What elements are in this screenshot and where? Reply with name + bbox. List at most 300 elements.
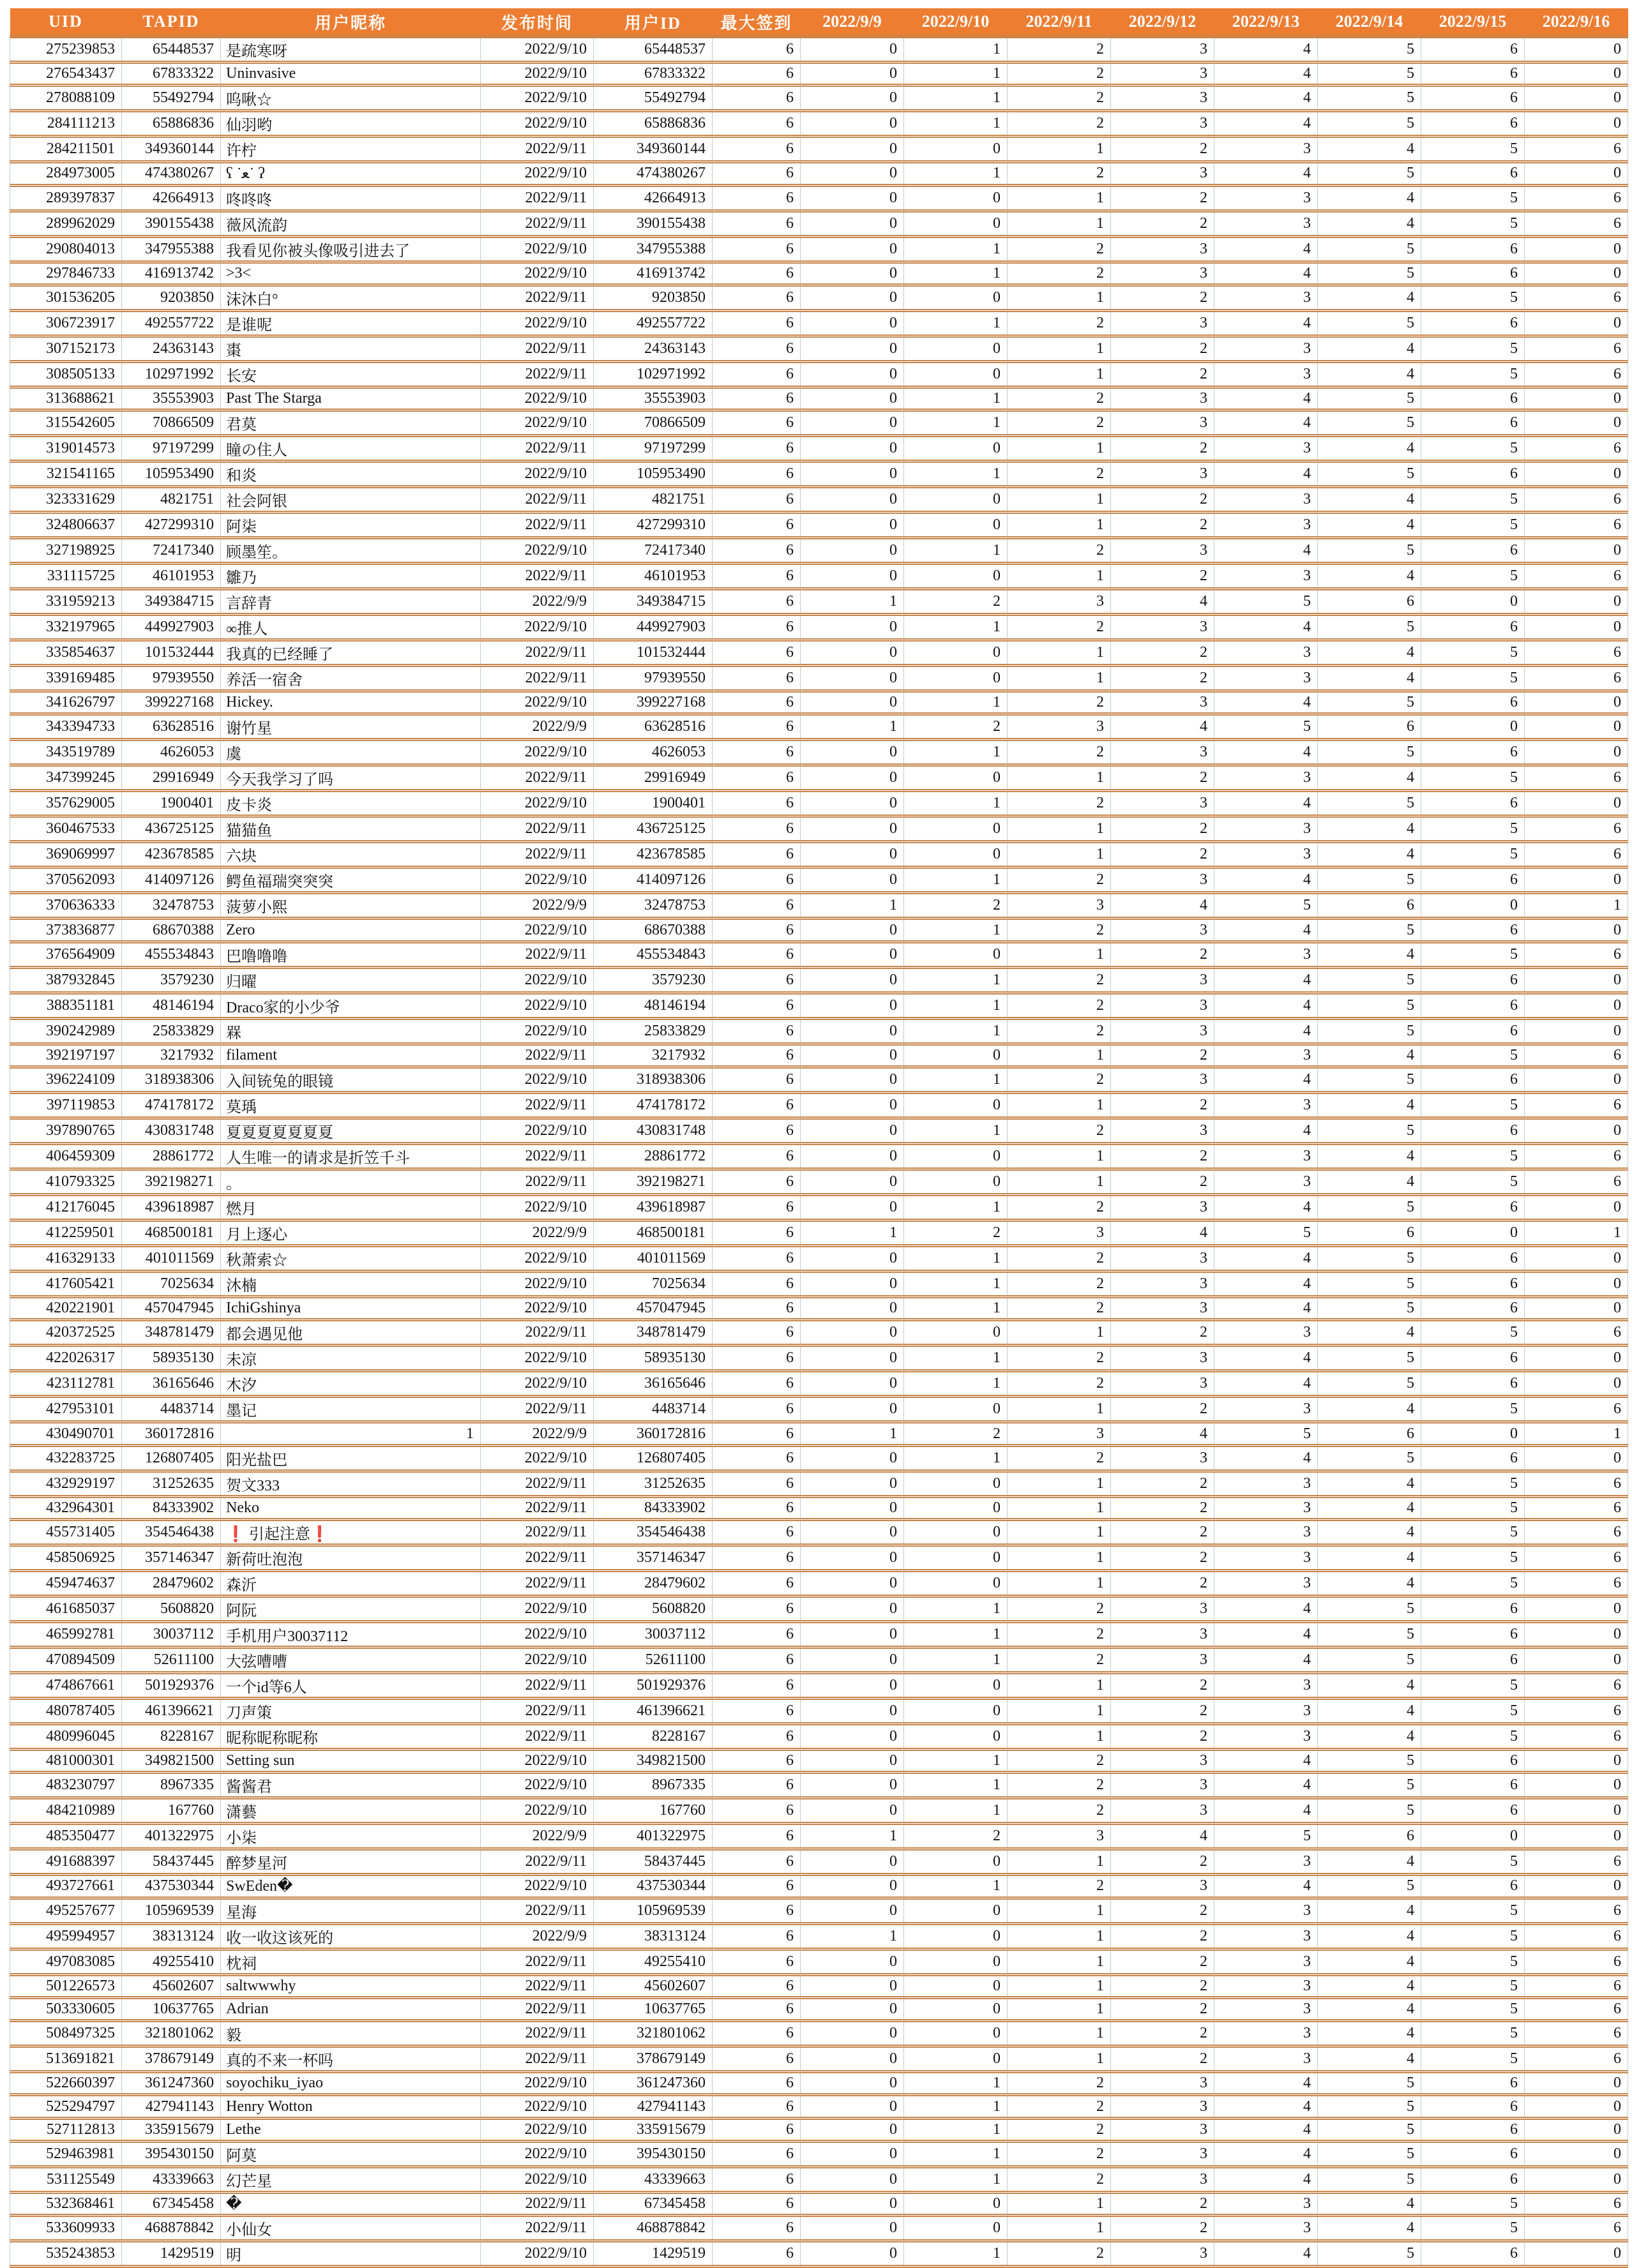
cell-daily-2022-9-14[interactable]: 4 — [1318, 1169, 1421, 1195]
cell-daily-2022-9-14[interactable]: 4 — [1318, 1397, 1421, 1422]
cell-max-checkin[interactable]: 6 — [713, 2072, 801, 2095]
cell-uid[interactable]: 341626797 — [10, 691, 122, 714]
cell-nickname[interactable]: 阿柒 — [221, 513, 481, 538]
cell-user-id[interactable]: 347955388 — [594, 236, 713, 262]
cell-daily-2022-9-15[interactable]: 5 — [1421, 185, 1525, 211]
cell-daily-2022-9-10[interactable]: 2 — [904, 714, 1008, 740]
cell-daily-2022-9-9[interactable]: 0 — [801, 765, 904, 791]
cell-published[interactable]: 2022/9/10 — [481, 462, 594, 487]
cell-published[interactable]: 2022/9/11 — [481, 1672, 594, 1698]
cell-tapid[interactable]: 349384715 — [122, 589, 221, 615]
cell-max-checkin[interactable]: 6 — [713, 1272, 801, 1297]
cell-daily-2022-9-16[interactable]: 0 — [1525, 1875, 1628, 1898]
cell-uid[interactable]: 376564909 — [10, 942, 122, 967]
cell-daily-2022-9-14[interactable]: 4 — [1318, 2216, 1421, 2241]
cell-daily-2022-9-11[interactable]: 3 — [1008, 893, 1111, 919]
cell-uid[interactable]: 417605421 — [10, 1272, 122, 1297]
cell-nickname[interactable]: 六块 — [221, 842, 481, 867]
cell-daily-2022-9-14[interactable]: 5 — [1318, 919, 1421, 942]
cell-uid[interactable]: 461685037 — [10, 1596, 122, 1621]
cell-published[interactable]: 2022/9/11 — [481, 185, 594, 211]
cell-daily-2022-9-13[interactable]: 4 — [1214, 2241, 1318, 2267]
cell-uid[interactable]: 357629005 — [10, 791, 122, 816]
cell-daily-2022-9-14[interactable]: 5 — [1318, 993, 1421, 1018]
cell-daily-2022-9-11[interactable]: 2 — [1008, 2142, 1111, 2167]
cell-daily-2022-9-9[interactable]: 0 — [801, 1875, 904, 1898]
cell-max-checkin[interactable]: 6 — [713, 893, 801, 919]
cell-uid[interactable]: 533609933 — [10, 2216, 122, 2241]
cell-nickname[interactable]: 秋萧索☆ — [221, 1246, 481, 1272]
cell-nickname[interactable]: 菠萝小熙 — [221, 893, 481, 919]
cell-nickname[interactable]: 言辞青 — [221, 589, 481, 615]
cell-user-id[interactable]: 468878842 — [594, 2216, 713, 2241]
cell-daily-2022-9-12[interactable]: 4 — [1111, 893, 1214, 919]
cell-uid[interactable]: 406459309 — [10, 1144, 122, 1169]
cell-published[interactable]: 2022/9/9 — [481, 893, 594, 919]
cell-published[interactable]: 2022/9/11 — [481, 765, 594, 791]
cell-uid[interactable]: 430490701 — [10, 1422, 122, 1445]
cell-daily-2022-9-9[interactable]: 0 — [801, 1749, 904, 1772]
cell-daily-2022-9-16[interactable]: 0 — [1525, 867, 1628, 893]
cell-daily-2022-9-9[interactable]: 0 — [801, 816, 904, 842]
cell-published[interactable]: 2022/9/10 — [481, 1371, 594, 1397]
cell-nickname[interactable]: 我真的已经睡了 — [221, 640, 481, 666]
cell-daily-2022-9-15[interactable]: 5 — [1421, 842, 1525, 867]
cell-nickname[interactable]: 醉梦星河 — [221, 1849, 481, 1875]
cell-published[interactable]: 2022/9/11 — [481, 2216, 594, 2241]
cell-tapid[interactable]: 423678585 — [122, 842, 221, 867]
cell-daily-2022-9-15[interactable]: 6 — [1421, 740, 1525, 765]
cell-published[interactable]: 2022/9/9 — [481, 589, 594, 615]
cell-daily-2022-9-13[interactable]: 5 — [1214, 1824, 1318, 1849]
cell-published[interactable]: 2022/9/10 — [481, 236, 594, 262]
cell-nickname[interactable]: ʕ ˙ﻌ˙ ʔ — [221, 162, 481, 185]
cell-daily-2022-9-13[interactable]: 4 — [1214, 1018, 1318, 1044]
cell-user-id[interactable]: 437530344 — [594, 1875, 713, 1898]
cell-uid[interactable]: 412176045 — [10, 1195, 122, 1220]
cell-uid[interactable]: 369069997 — [10, 842, 122, 867]
cell-daily-2022-9-14[interactable]: 4 — [1318, 1471, 1421, 1496]
cell-daily-2022-9-10[interactable]: 1 — [904, 410, 1008, 436]
cell-daily-2022-9-14[interactable]: 5 — [1318, 410, 1421, 436]
cell-daily-2022-9-9[interactable]: 0 — [801, 236, 904, 262]
cell-daily-2022-9-12[interactable]: 3 — [1111, 1596, 1214, 1621]
cell-max-checkin[interactable]: 6 — [713, 942, 801, 967]
cell-nickname[interactable]: 我看见你被头像吸引进去了 — [221, 236, 481, 262]
cell-published[interactable]: 2022/9/10 — [481, 2167, 594, 2193]
cell-daily-2022-9-11[interactable]: 1 — [1008, 436, 1111, 462]
cell-daily-2022-9-11[interactable]: 1 — [1008, 1044, 1111, 1067]
cell-uid[interactable]: 474867661 — [10, 1672, 122, 1698]
cell-max-checkin[interactable]: 6 — [713, 740, 801, 765]
cell-uid[interactable]: 315542605 — [10, 410, 122, 436]
cell-daily-2022-9-16[interactable]: 6 — [1525, 285, 1628, 310]
cell-daily-2022-9-16[interactable]: 0 — [1525, 1773, 1628, 1798]
cell-user-id[interactable]: 167760 — [594, 1798, 713, 1824]
cell-daily-2022-9-16[interactable]: 0 — [1525, 1272, 1628, 1297]
cell-nickname[interactable]: Setting sun — [221, 1749, 481, 1772]
cell-max-checkin[interactable]: 6 — [713, 1320, 801, 1346]
cell-uid[interactable]: 396224109 — [10, 1067, 122, 1093]
cell-daily-2022-9-14[interactable]: 5 — [1318, 236, 1421, 262]
cell-tapid[interactable]: 46101953 — [122, 564, 221, 589]
cell-nickname[interactable]: 阳光盐巴 — [221, 1445, 481, 1471]
cell-uid[interactable]: 485350477 — [10, 1824, 122, 1849]
cell-daily-2022-9-11[interactable]: 1 — [1008, 1545, 1111, 1570]
cell-uid[interactable]: 503330605 — [10, 1997, 122, 2020]
cell-daily-2022-9-14[interactable]: 4 — [1318, 1974, 1421, 1997]
cell-daily-2022-9-10[interactable]: 0 — [904, 1519, 1008, 1545]
cell-daily-2022-9-15[interactable]: 0 — [1421, 1422, 1525, 1445]
cell-daily-2022-9-13[interactable]: 4 — [1214, 2142, 1318, 2167]
cell-uid[interactable]: 321541165 — [10, 462, 122, 487]
cell-daily-2022-9-13[interactable]: 4 — [1214, 37, 1318, 63]
cell-daily-2022-9-10[interactable]: 2 — [904, 1824, 1008, 1849]
cell-published[interactable]: 2022/9/11 — [481, 1898, 594, 1923]
cell-daily-2022-9-12[interactable]: 3 — [1111, 111, 1214, 137]
cell-daily-2022-9-11[interactable]: 1 — [1008, 211, 1111, 236]
cell-user-id[interactable]: 55492794 — [594, 86, 713, 111]
cell-daily-2022-9-11[interactable]: 2 — [1008, 262, 1111, 285]
cell-daily-2022-9-11[interactable]: 1 — [1008, 336, 1111, 361]
cell-daily-2022-9-9[interactable]: 0 — [801, 262, 904, 285]
cell-daily-2022-9-14[interactable]: 5 — [1318, 63, 1421, 86]
cell-daily-2022-9-12[interactable]: 3 — [1111, 1621, 1214, 1647]
cell-daily-2022-9-16[interactable]: 0 — [1525, 1371, 1628, 1397]
cell-daily-2022-9-10[interactable]: 1 — [904, 1118, 1008, 1144]
cell-daily-2022-9-9[interactable]: 0 — [801, 137, 904, 162]
cell-daily-2022-9-14[interactable]: 5 — [1318, 1067, 1421, 1093]
cell-tapid[interactable]: 321801062 — [122, 2021, 221, 2046]
cell-user-id[interactable]: 28479602 — [594, 1570, 713, 1596]
cell-daily-2022-9-16[interactable]: 6 — [1525, 1849, 1628, 1875]
cell-daily-2022-9-16[interactable]: 0 — [1525, 236, 1628, 262]
cell-uid[interactable]: 527112813 — [10, 2118, 122, 2141]
cell-daily-2022-9-12[interactable]: 3 — [1111, 867, 1214, 893]
cell-daily-2022-9-16[interactable]: 6 — [1525, 1672, 1628, 1698]
cell-daily-2022-9-12[interactable]: 2 — [1111, 1949, 1214, 1974]
cell-user-id[interactable]: 52611100 — [594, 1647, 713, 1672]
cell-uid[interactable]: 387932845 — [10, 967, 122, 993]
cell-daily-2022-9-15[interactable]: 5 — [1421, 211, 1525, 236]
cell-daily-2022-9-9[interactable]: 0 — [801, 2193, 904, 2216]
cell-daily-2022-9-13[interactable]: 5 — [1214, 714, 1318, 740]
cell-max-checkin[interactable]: 6 — [713, 111, 801, 137]
cell-daily-2022-9-12[interactable]: 3 — [1111, 310, 1214, 336]
cell-daily-2022-9-10[interactable]: 0 — [904, 842, 1008, 867]
cell-daily-2022-9-13[interactable]: 4 — [1214, 2095, 1318, 2118]
cell-daily-2022-9-10[interactable]: 1 — [904, 1773, 1008, 1798]
cell-tapid[interactable]: 25833829 — [122, 1018, 221, 1044]
cell-daily-2022-9-14[interactable]: 5 — [1318, 2072, 1421, 2095]
cell-daily-2022-9-9[interactable]: 1 — [801, 1824, 904, 1849]
cell-daily-2022-9-9[interactable]: 0 — [801, 1997, 904, 2020]
cell-daily-2022-9-14[interactable]: 5 — [1318, 1749, 1421, 1772]
cell-daily-2022-9-13[interactable]: 4 — [1214, 538, 1318, 564]
cell-daily-2022-9-11[interactable]: 1 — [1008, 942, 1111, 967]
cell-daily-2022-9-11[interactable]: 2 — [1008, 691, 1111, 714]
cell-uid[interactable]: 416329133 — [10, 1246, 122, 1272]
cell-daily-2022-9-16[interactable]: 0 — [1525, 538, 1628, 564]
cell-daily-2022-9-12[interactable]: 2 — [1111, 765, 1214, 791]
cell-daily-2022-9-13[interactable]: 3 — [1214, 1169, 1318, 1195]
cell-nickname[interactable]: 仙羽哟 — [221, 111, 481, 137]
cell-daily-2022-9-9[interactable]: 0 — [801, 285, 904, 310]
cell-daily-2022-9-11[interactable]: 2 — [1008, 387, 1111, 410]
cell-daily-2022-9-12[interactable]: 2 — [1111, 1570, 1214, 1596]
cell-daily-2022-9-11[interactable]: 2 — [1008, 615, 1111, 640]
cell-daily-2022-9-12[interactable]: 3 — [1111, 2142, 1214, 2167]
cell-daily-2022-9-14[interactable]: 4 — [1318, 2021, 1421, 2046]
cell-daily-2022-9-11[interactable]: 1 — [1008, 1849, 1111, 1875]
cell-daily-2022-9-15[interactable]: 6 — [1421, 37, 1525, 63]
cell-daily-2022-9-14[interactable]: 5 — [1318, 2167, 1421, 2193]
cell-daily-2022-9-14[interactable]: 5 — [1318, 1246, 1421, 1272]
cell-uid[interactable]: 331959213 — [10, 589, 122, 615]
cell-daily-2022-9-16[interactable]: 0 — [1525, 410, 1628, 436]
cell-uid[interactable]: 420372525 — [10, 1320, 122, 1346]
cell-user-id[interactable]: 65886836 — [594, 111, 713, 137]
cell-daily-2022-9-10[interactable]: 0 — [904, 487, 1008, 513]
cell-daily-2022-9-12[interactable]: 2 — [1111, 336, 1214, 361]
cell-user-id[interactable]: 7025634 — [594, 1272, 713, 1297]
cell-daily-2022-9-12[interactable]: 3 — [1111, 538, 1214, 564]
cell-daily-2022-9-12[interactable]: 2 — [1111, 1974, 1214, 1997]
cell-daily-2022-9-11[interactable]: 1 — [1008, 765, 1111, 791]
cell-max-checkin[interactable]: 6 — [713, 2216, 801, 2241]
cell-daily-2022-9-10[interactable]: 1 — [904, 1297, 1008, 1320]
header-daily-2022-9-11[interactable]: 2022/9/11 — [1008, 8, 1111, 37]
cell-uid[interactable]: 284111213 — [10, 111, 122, 137]
cell-daily-2022-9-11[interactable]: 3 — [1008, 589, 1111, 615]
cell-daily-2022-9-9[interactable]: 0 — [801, 1798, 904, 1824]
cell-daily-2022-9-15[interactable]: 6 — [1421, 2167, 1525, 2193]
cell-daily-2022-9-10[interactable]: 0 — [904, 2021, 1008, 2046]
cell-tapid[interactable]: 101532444 — [122, 640, 221, 666]
cell-daily-2022-9-14[interactable]: 6 — [1318, 893, 1421, 919]
cell-tapid[interactable]: 399227168 — [122, 691, 221, 714]
cell-tapid[interactable]: 38313124 — [122, 1923, 221, 1949]
cell-daily-2022-9-12[interactable]: 4 — [1111, 1220, 1214, 1246]
cell-daily-2022-9-10[interactable]: 1 — [904, 1875, 1008, 1898]
cell-user-id[interactable]: 360172816 — [594, 1422, 713, 1445]
cell-uid[interactable]: 432964301 — [10, 1496, 122, 1519]
cell-daily-2022-9-11[interactable]: 2 — [1008, 86, 1111, 111]
cell-daily-2022-9-15[interactable]: 6 — [1421, 1272, 1525, 1297]
cell-daily-2022-9-14[interactable]: 4 — [1318, 1898, 1421, 1923]
cell-daily-2022-9-14[interactable]: 4 — [1318, 1949, 1421, 1974]
cell-daily-2022-9-13[interactable]: 4 — [1214, 310, 1318, 336]
cell-user-id[interactable]: 430831748 — [594, 1118, 713, 1144]
cell-daily-2022-9-16[interactable]: 6 — [1525, 2021, 1628, 2046]
cell-daily-2022-9-13[interactable]: 3 — [1214, 185, 1318, 211]
cell-daily-2022-9-15[interactable]: 5 — [1421, 1144, 1525, 1169]
cell-daily-2022-9-9[interactable]: 0 — [801, 1371, 904, 1397]
cell-daily-2022-9-10[interactable]: 1 — [904, 740, 1008, 765]
cell-user-id[interactable]: 492557722 — [594, 310, 713, 336]
cell-published[interactable]: 2022/9/10 — [481, 1621, 594, 1647]
cell-max-checkin[interactable]: 6 — [713, 162, 801, 185]
cell-daily-2022-9-13[interactable]: 3 — [1214, 1397, 1318, 1422]
cell-daily-2022-9-16[interactable]: 6 — [1525, 1320, 1628, 1346]
cell-daily-2022-9-11[interactable]: 2 — [1008, 462, 1111, 487]
cell-daily-2022-9-9[interactable]: 0 — [801, 1849, 904, 1875]
cell-uid[interactable]: 455731405 — [10, 1519, 122, 1545]
cell-daily-2022-9-15[interactable]: 5 — [1421, 1519, 1525, 1545]
cell-daily-2022-9-12[interactable]: 2 — [1111, 1093, 1214, 1118]
cell-daily-2022-9-13[interactable]: 3 — [1214, 816, 1318, 842]
cell-daily-2022-9-12[interactable]: 2 — [1111, 1471, 1214, 1496]
cell-user-id[interactable]: 105969539 — [594, 1898, 713, 1923]
cell-daily-2022-9-16[interactable]: 0 — [1525, 791, 1628, 816]
header-daily-2022-9-15[interactable]: 2022/9/15 — [1421, 8, 1525, 37]
cell-tapid[interactable]: 7025634 — [122, 1272, 221, 1297]
cell-daily-2022-9-15[interactable]: 5 — [1421, 1545, 1525, 1570]
cell-daily-2022-9-15[interactable]: 6 — [1421, 262, 1525, 285]
header-user-id[interactable]: 用户ID — [594, 8, 713, 37]
cell-uid[interactable]: 481000301 — [10, 1749, 122, 1772]
cell-daily-2022-9-12[interactable]: 2 — [1111, 1397, 1214, 1422]
cell-uid[interactable]: 535243853 — [10, 2241, 122, 2267]
cell-daily-2022-9-9[interactable]: 0 — [801, 740, 904, 765]
cell-daily-2022-9-16[interactable]: 0 — [1525, 262, 1628, 285]
cell-daily-2022-9-11[interactable]: 2 — [1008, 111, 1111, 137]
cell-daily-2022-9-11[interactable]: 2 — [1008, 410, 1111, 436]
cell-daily-2022-9-11[interactable]: 3 — [1008, 1422, 1111, 1445]
cell-daily-2022-9-14[interactable]: 6 — [1318, 1422, 1421, 1445]
cell-tapid[interactable]: 58935130 — [122, 1346, 221, 1371]
cell-published[interactable]: 2022/9/11 — [481, 2021, 594, 2046]
cell-daily-2022-9-13[interactable]: 3 — [1214, 1093, 1318, 1118]
cell-daily-2022-9-14[interactable]: 4 — [1318, 1849, 1421, 1875]
cell-daily-2022-9-12[interactable]: 2 — [1111, 285, 1214, 310]
cell-daily-2022-9-13[interactable]: 3 — [1214, 666, 1318, 691]
cell-max-checkin[interactable]: 6 — [713, 462, 801, 487]
cell-max-checkin[interactable]: 6 — [713, 2118, 801, 2141]
cell-tapid[interactable]: 354546438 — [122, 1519, 221, 1545]
cell-max-checkin[interactable]: 6 — [713, 564, 801, 589]
cell-max-checkin[interactable]: 6 — [713, 1471, 801, 1496]
cell-daily-2022-9-11[interactable]: 2 — [1008, 1067, 1111, 1093]
cell-daily-2022-9-13[interactable]: 3 — [1214, 487, 1318, 513]
cell-daily-2022-9-11[interactable]: 1 — [1008, 1949, 1111, 1974]
cell-daily-2022-9-11[interactable]: 2 — [1008, 1773, 1111, 1798]
cell-user-id[interactable]: 46101953 — [594, 564, 713, 589]
cell-daily-2022-9-9[interactable]: 0 — [801, 162, 904, 185]
cell-max-checkin[interactable]: 6 — [713, 1220, 801, 1246]
cell-tapid[interactable]: 9203850 — [122, 285, 221, 310]
cell-daily-2022-9-9[interactable]: 0 — [801, 2241, 904, 2267]
cell-uid[interactable]: 307152173 — [10, 336, 122, 361]
cell-daily-2022-9-16[interactable]: 0 — [1525, 462, 1628, 487]
cell-daily-2022-9-10[interactable]: 2 — [904, 1220, 1008, 1246]
cell-tapid[interactable]: 8228167 — [122, 1724, 221, 1749]
cell-user-id[interactable]: 67345458 — [594, 2193, 713, 2216]
cell-daily-2022-9-9[interactable]: 0 — [801, 1018, 904, 1044]
cell-max-checkin[interactable]: 6 — [713, 1246, 801, 1272]
cell-daily-2022-9-14[interactable]: 5 — [1318, 1118, 1421, 1144]
cell-daily-2022-9-16[interactable]: 0 — [1525, 2167, 1628, 2193]
cell-uid[interactable]: 432283725 — [10, 1445, 122, 1471]
cell-daily-2022-9-12[interactable]: 3 — [1111, 2072, 1214, 2095]
cell-nickname[interactable]: 收一收这该死的 — [221, 1923, 481, 1949]
cell-nickname[interactable]: filament — [221, 1044, 481, 1067]
cell-uid[interactable]: 495257677 — [10, 1898, 122, 1923]
cell-daily-2022-9-16[interactable]: 6 — [1525, 1923, 1628, 1949]
cell-daily-2022-9-12[interactable]: 3 — [1111, 462, 1214, 487]
cell-daily-2022-9-13[interactable]: 4 — [1214, 410, 1318, 436]
cell-tapid[interactable]: 58437445 — [122, 1849, 221, 1875]
cell-daily-2022-9-12[interactable]: 3 — [1111, 791, 1214, 816]
cell-daily-2022-9-11[interactable]: 1 — [1008, 2193, 1111, 2216]
cell-nickname[interactable]: 。 — [221, 1169, 481, 1195]
cell-nickname[interactable]: 夏夏夏夏夏夏夏 — [221, 1118, 481, 1144]
cell-uid[interactable]: 513691821 — [10, 2046, 122, 2072]
cell-daily-2022-9-12[interactable]: 2 — [1111, 842, 1214, 867]
cell-daily-2022-9-16[interactable]: 0 — [1525, 1445, 1628, 1471]
cell-published[interactable]: 2022/9/10 — [481, 538, 594, 564]
cell-daily-2022-9-12[interactable]: 2 — [1111, 436, 1214, 462]
cell-user-id[interactable]: 102971992 — [594, 361, 713, 387]
cell-uid[interactable]: 289397837 — [10, 185, 122, 211]
cell-daily-2022-9-16[interactable]: 6 — [1525, 1724, 1628, 1749]
cell-daily-2022-9-11[interactable]: 1 — [1008, 513, 1111, 538]
cell-published[interactable]: 2022/9/11 — [481, 942, 594, 967]
cell-daily-2022-9-13[interactable]: 5 — [1214, 1220, 1318, 1246]
cell-user-id[interactable]: 461396621 — [594, 1698, 713, 1724]
cell-daily-2022-9-16[interactable]: 0 — [1525, 1195, 1628, 1220]
cell-uid[interactable]: 392197197 — [10, 1044, 122, 1067]
cell-daily-2022-9-12[interactable]: 4 — [1111, 1422, 1214, 1445]
cell-tapid[interactable]: 84333902 — [122, 1496, 221, 1519]
cell-daily-2022-9-9[interactable]: 0 — [801, 1724, 904, 1749]
cell-nickname[interactable]: 小柒 — [221, 1824, 481, 1849]
cell-tapid[interactable]: 436725125 — [122, 816, 221, 842]
cell-daily-2022-9-12[interactable]: 3 — [1111, 2167, 1214, 2193]
cell-daily-2022-9-16[interactable]: 6 — [1525, 211, 1628, 236]
cell-user-id[interactable]: 3217932 — [594, 1044, 713, 1067]
cell-daily-2022-9-15[interactable]: 6 — [1421, 791, 1525, 816]
cell-uid[interactable]: 508497325 — [10, 2021, 122, 2046]
cell-daily-2022-9-16[interactable]: 6 — [1525, 765, 1628, 791]
cell-daily-2022-9-12[interactable]: 3 — [1111, 993, 1214, 1018]
cell-max-checkin[interactable]: 6 — [713, 714, 801, 740]
cell-max-checkin[interactable]: 6 — [713, 1849, 801, 1875]
cell-daily-2022-9-15[interactable]: 5 — [1421, 2046, 1525, 2072]
cell-daily-2022-9-13[interactable]: 4 — [1214, 1647, 1318, 1672]
cell-published[interactable]: 2022/9/11 — [481, 1949, 594, 1974]
cell-daily-2022-9-9[interactable]: 0 — [801, 2021, 904, 2046]
cell-nickname[interactable]: 猫猫鱼 — [221, 816, 481, 842]
cell-daily-2022-9-11[interactable]: 1 — [1008, 2216, 1111, 2241]
cell-daily-2022-9-15[interactable]: 6 — [1421, 86, 1525, 111]
cell-daily-2022-9-15[interactable]: 5 — [1421, 1169, 1525, 1195]
cell-tapid[interactable]: 72417340 — [122, 538, 221, 564]
cell-daily-2022-9-16[interactable]: 6 — [1525, 1496, 1628, 1519]
cell-daily-2022-9-10[interactable]: 1 — [904, 236, 1008, 262]
cell-daily-2022-9-12[interactable]: 3 — [1111, 37, 1214, 63]
cell-daily-2022-9-10[interactable]: 0 — [904, 185, 1008, 211]
cell-daily-2022-9-12[interactable]: 2 — [1111, 2021, 1214, 2046]
cell-daily-2022-9-11[interactable]: 1 — [1008, 1997, 1111, 2020]
cell-daily-2022-9-14[interactable]: 6 — [1318, 589, 1421, 615]
cell-nickname[interactable]: 枕祠 — [221, 1949, 481, 1974]
cell-nickname[interactable]: >3< — [221, 262, 481, 285]
cell-user-id[interactable]: 1429519 — [594, 2241, 713, 2267]
cell-daily-2022-9-10[interactable]: 0 — [904, 336, 1008, 361]
cell-user-id[interactable]: 349360144 — [594, 137, 713, 162]
cell-daily-2022-9-16[interactable]: 1 — [1525, 1422, 1628, 1445]
